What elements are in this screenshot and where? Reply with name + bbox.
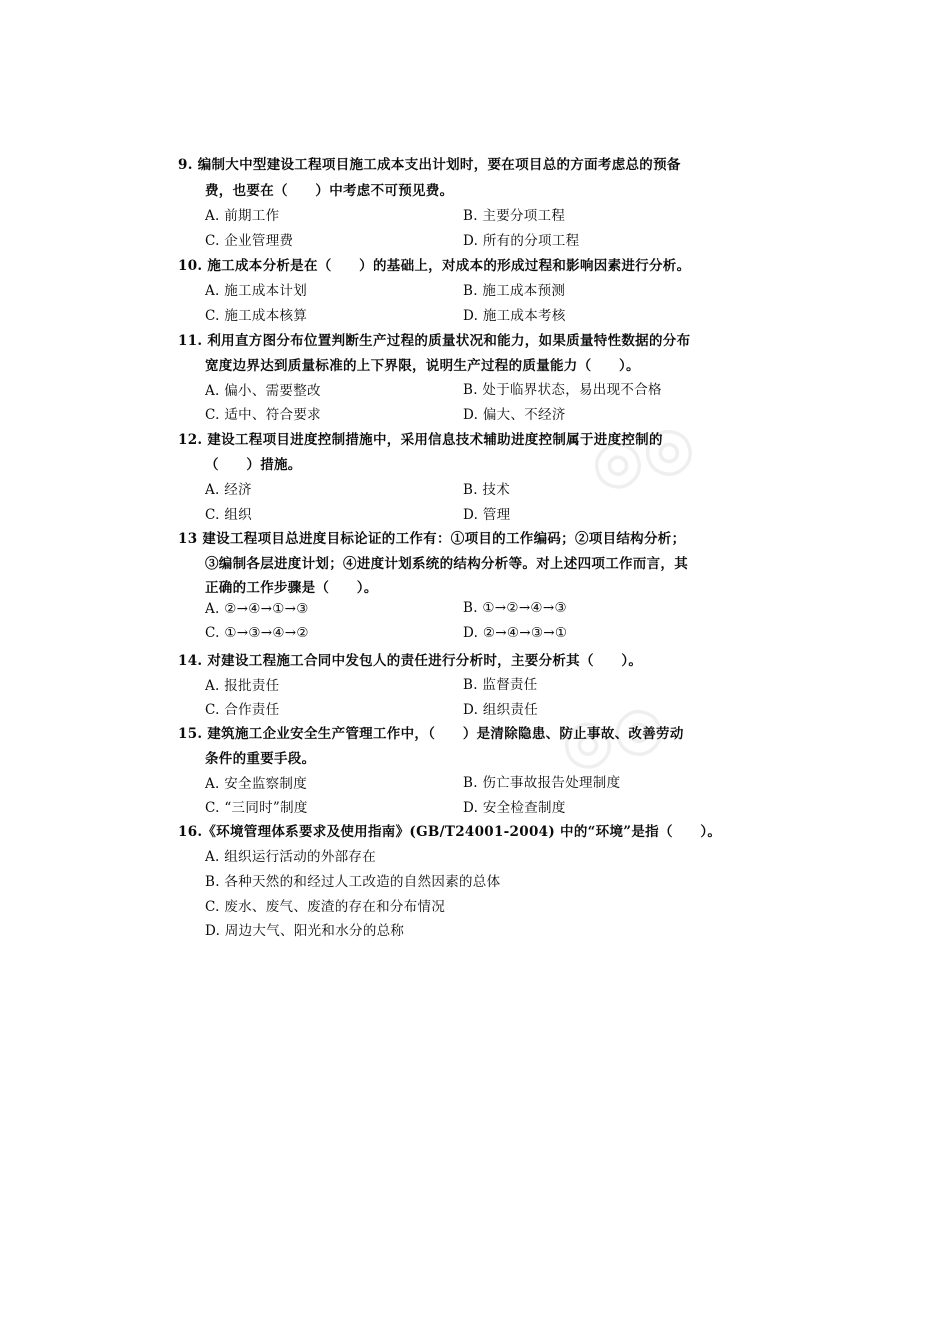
question-16-option-c: C. 废水、废气、废渣的存在和分布情况 bbox=[205, 899, 446, 915]
question-9-option-d: D. 所有的分项工程 bbox=[463, 233, 580, 249]
question-10-option-a: A. 施工成本计划 bbox=[205, 283, 308, 299]
question-9-line-2: 费，也要在（ ）中考虑不可预见费。 bbox=[205, 183, 454, 199]
question-11-line-2: 宽度边界达到质量标准的上下界限，说明生产过程的质量能力（ ）。 bbox=[205, 358, 640, 374]
question-12-option-d: D. 管理 bbox=[463, 507, 511, 523]
question-13-option-b: B. ①→②→④→③ bbox=[463, 600, 567, 616]
question-14-option-b: B. 监督责任 bbox=[463, 677, 538, 693]
question-9-option-c: C. 企业管理费 bbox=[205, 233, 294, 249]
question-9-line-1: 9. 编制大中型建设工程项目施工成本支出计划时，要在项目总的方面考虑总的预备 bbox=[178, 157, 681, 173]
question-9-option-b: B. 主要分项工程 bbox=[463, 208, 566, 224]
question-11-option-c: C. 适中、符合要求 bbox=[205, 407, 321, 423]
question-13-line-3: 正确的工作步骤是（ ）。 bbox=[205, 580, 378, 596]
watermark-mark: ◎◎ bbox=[583, 408, 702, 502]
question-10-option-c: C. 施工成本核算 bbox=[205, 308, 308, 324]
question-13-option-d: D. ②→④→③→① bbox=[463, 625, 568, 641]
question-11-option-a: A. 偏小、需要整改 bbox=[205, 383, 321, 399]
question-12-line-1: 12. 建设工程项目进度控制措施中，采用信息技术辅助进度控制属于进度控制的 bbox=[178, 432, 663, 448]
question-13-option-a: A. ②→④→①→③ bbox=[205, 601, 309, 617]
question-15-option-b: B. 伤亡事故报告处理制度 bbox=[463, 775, 621, 791]
question-12-option-c: C. 组织 bbox=[205, 507, 252, 523]
question-10-line-1: 10. 施工成本分析是在（ ）的基础上，对成本的形成过程和影响因素进行分析。 bbox=[178, 258, 691, 274]
question-13-line-2: ③编制各层进度计划；④进度计划系统的结构分析等。对上述四项工作而言，其 bbox=[205, 556, 688, 572]
question-15-line-2: 条件的重要手段。 bbox=[205, 751, 316, 767]
question-14-option-a: A. 报批责任 bbox=[205, 678, 280, 694]
question-16-line-1: 16.《环境管理体系要求及使用指南》(GB/T24001-2004) 中的“环境”是指（ ）。 bbox=[178, 824, 722, 840]
question-12-option-b: B. 技术 bbox=[463, 482, 511, 498]
question-15-option-c: C. “三同时”制度 bbox=[205, 800, 308, 816]
question-16-option-a: A. 组织运行活动的外部存在 bbox=[205, 849, 377, 865]
question-14-option-d: D. 组织责任 bbox=[463, 702, 539, 718]
watermark-mark: ◎◎ bbox=[553, 688, 672, 782]
question-11-option-d: D. 偏大、不经济 bbox=[463, 407, 566, 423]
question-16-option-b: B. 各种天然的和经过人工改造的自然因素的总体 bbox=[205, 874, 501, 890]
question-10-option-d: D. 施工成本考核 bbox=[463, 308, 566, 324]
question-10-option-b: B. 施工成本预测 bbox=[463, 283, 566, 299]
question-11-line-1: 11. 利用直方图分布位置判断生产过程的质量状况和能力，如果质量特性数据的分布 bbox=[178, 333, 691, 349]
question-9-option-a: A. 前期工作 bbox=[205, 208, 280, 224]
question-15-option-a: A. 安全监察制度 bbox=[205, 776, 308, 792]
question-11-option-b: B. 处于临界状态，易出现不合格 bbox=[463, 382, 662, 398]
question-12-line-2: （ ）措施。 bbox=[205, 457, 302, 473]
question-12-option-a: A. 经济 bbox=[205, 482, 252, 498]
question-13-option-c: C. ①→③→④→② bbox=[205, 625, 309, 641]
question-15-line-1: 15. 建筑施工企业安全生产管理工作中，（ ）是清除隐患、防止事故、改善劳动 bbox=[178, 726, 684, 742]
question-16-option-d: D. 周边大气、阳光和水分的总称 bbox=[205, 923, 405, 939]
question-14-option-c: C. 合作责任 bbox=[205, 702, 280, 718]
question-14-line-1: 14. 对建设工程施工合同中发包人的责任进行分析时，主要分析其（ ）。 bbox=[178, 653, 643, 669]
question-15-option-d: D. 安全检查制度 bbox=[463, 800, 566, 816]
question-13-line-1: 13 建设工程项目总进度目标论证的工作有：①项目的工作编码；②项目结构分析； bbox=[178, 531, 686, 547]
